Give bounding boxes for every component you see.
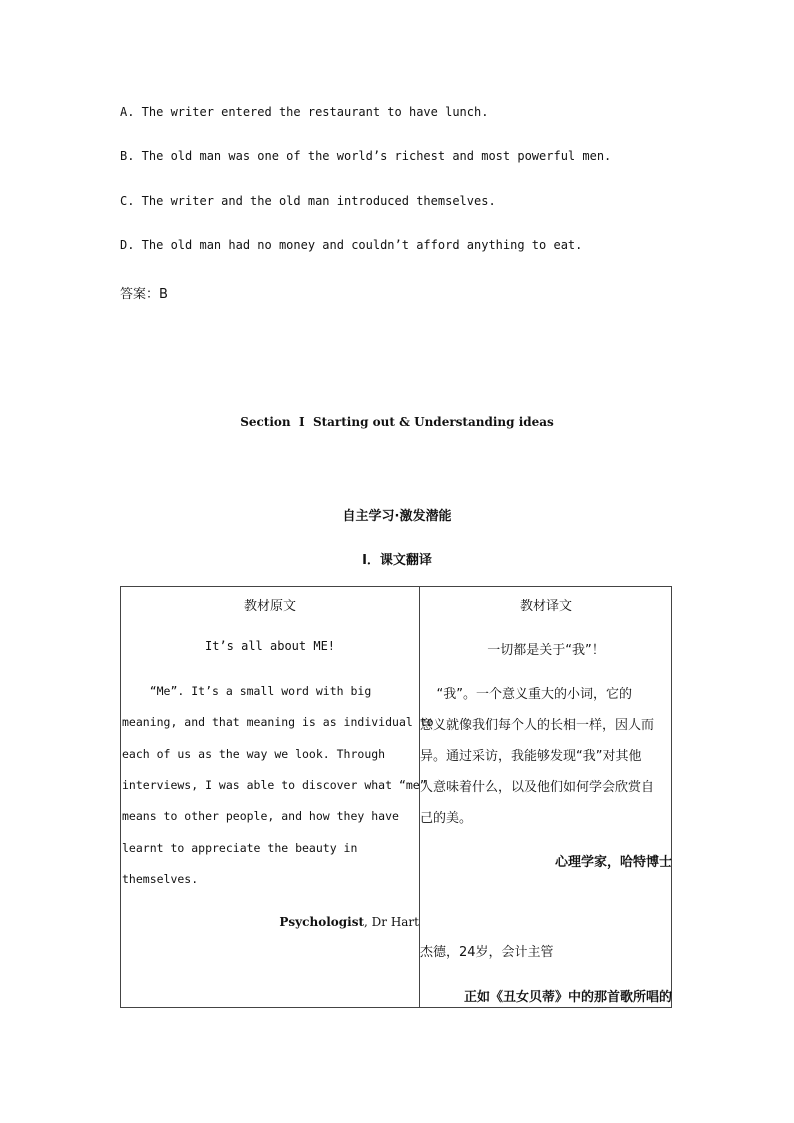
- translation-table: [120, 586, 672, 1008]
- original-line: “Me”. It’s a small word with big: [122, 684, 372, 698]
- translation-line: 人意味着什么，以及他们如何学会欣赏自: [420, 780, 655, 795]
- original-line: each of us as the way we look. Through: [122, 747, 386, 761]
- translation-line: 己的美。: [420, 811, 473, 826]
- translation-line: 异。通过采访，我能够发现“我”对其他: [420, 749, 642, 764]
- original-psychologist-signature: [279, 915, 419, 929]
- original-line: learnt to appreciate the beauty in: [122, 841, 358, 855]
- translation-psychologist-signature: 心理学家，哈特博士: [554, 855, 672, 870]
- psychologist-name: , Dr Hart: [364, 915, 419, 929]
- translation-song-line: 正如《丑女贝蒂》中的那首歌所唱的: [463, 990, 672, 1005]
- section-title: Section Ⅰ Starting out & Understanding ideas: [240, 415, 554, 429]
- original-title: It’s all about ME!: [204, 639, 336, 653]
- option-d: D. The old man had no money and couldn’t afford anything to eat.: [120, 238, 583, 252]
- translation-line: “我”。一个意义重大的小词，它的: [420, 687, 632, 702]
- answer-text: 答案：B: [120, 287, 168, 302]
- translation-jade-intro: 杰德，24岁，会计主管: [420, 945, 554, 960]
- option-a: A. The writer entered the restaurant to have lunch.: [120, 105, 489, 119]
- original-text-cell: [121, 587, 434, 1007]
- translation-text-header: 教材译文: [519, 599, 572, 614]
- study-heading: 自主学习·激发潜能: [342, 509, 452, 524]
- option-c: C. The writer and the old man introduced themselves.: [120, 194, 496, 208]
- original-text-header: 教材原文: [243, 599, 296, 614]
- original-line: interviews, I was able to discover what “me”: [122, 778, 427, 792]
- original-line: means to other people, and how they have: [122, 809, 399, 823]
- original-line: meaning, and that meaning is as individual to: [122, 715, 434, 729]
- translation-heading: Ⅰ．课文翻译: [362, 553, 432, 568]
- translation-title: 一切都是关于“我”！: [487, 643, 605, 658]
- translation-text-cell: [420, 587, 672, 1007]
- original-line: themselves.: [122, 872, 199, 886]
- option-b: B. The old man was one of the world’s richest and most powerful men.: [120, 149, 612, 163]
- translation-line: 意义就像我们每个人的长相一样，因人而: [420, 718, 655, 733]
- psychologist-label: Psychologist: [279, 915, 365, 929]
